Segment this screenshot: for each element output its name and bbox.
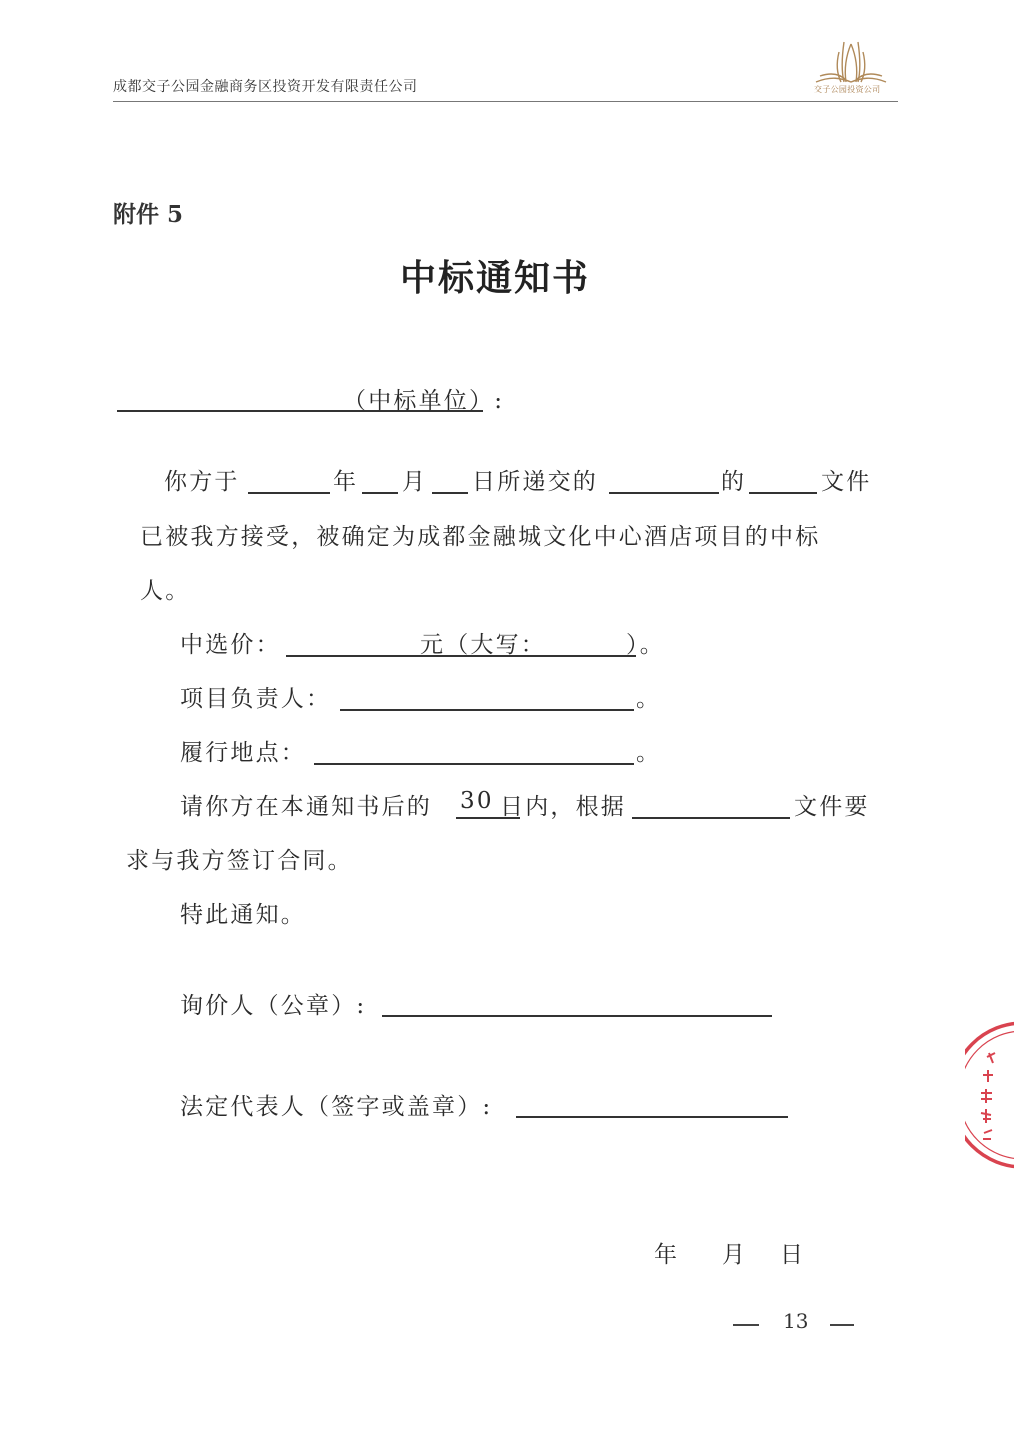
notice-text: 特此通知。	[180, 902, 306, 928]
date-day: 日	[780, 1242, 806, 1268]
p1-line3: 人。	[140, 578, 191, 604]
request-days: 30	[460, 788, 494, 814]
manager-label: 项目负责人：	[180, 686, 332, 712]
page-dash-left	[733, 1324, 759, 1326]
location-label: 履行地点：	[180, 740, 306, 766]
p1-day: 日所递交的	[472, 469, 598, 495]
legal-rep-signature-blank	[516, 1116, 788, 1118]
month-blank	[362, 492, 398, 494]
p1-month: 月	[402, 469, 428, 495]
page-title: 中标通知书	[399, 257, 590, 299]
request-start: 请你方在本通知书后的	[180, 794, 432, 820]
document-type-blank	[749, 492, 817, 494]
p1-of: 的	[721, 469, 747, 495]
p1-file: 文件	[821, 469, 872, 495]
basis-blank	[632, 817, 790, 819]
logo-caption: 交子公园投资公司	[814, 85, 881, 94]
header-divider	[113, 101, 898, 102]
attachment-label: 附件 5	[113, 201, 184, 228]
p1-year: 年	[333, 469, 359, 495]
submitted-blank	[609, 492, 719, 494]
inquirer-signature-blank	[382, 1015, 772, 1017]
p1-line2: 已被我方接受，被确定为成都金融城文化中心酒店项目的中标	[140, 524, 821, 550]
price-yuan: 元（大写：	[420, 632, 546, 658]
page-number: 13	[783, 1309, 809, 1333]
manager-end: 。	[636, 686, 662, 712]
page-dash-right	[830, 1324, 854, 1326]
recipient-label: （中标单位）:	[343, 388, 505, 414]
inquirer-label: 询价人（公章）:	[180, 993, 367, 1019]
year-blank	[248, 492, 330, 494]
date-month: 月	[722, 1242, 748, 1268]
location-blank	[314, 763, 634, 765]
request-end: 文件要	[794, 794, 870, 820]
request-line2: 求与我方签订合同。	[126, 848, 353, 874]
price-close: ）。	[626, 632, 665, 658]
p1-start: 你方于	[164, 469, 240, 495]
day-blank	[432, 492, 468, 494]
price-label: 中选价：	[180, 632, 281, 658]
location-end: 。	[636, 740, 662, 766]
date-year: 年	[654, 1242, 680, 1268]
company-name: 成都交子公园金融商务区投资开发有限责任公司	[113, 79, 418, 95]
legal-rep-label: 法定代表人（签字或盖章）:	[180, 1094, 493, 1120]
manager-blank	[340, 709, 634, 711]
request-middle: 日内，根据	[500, 794, 626, 820]
red-seal-icon	[965, 1015, 1014, 1175]
